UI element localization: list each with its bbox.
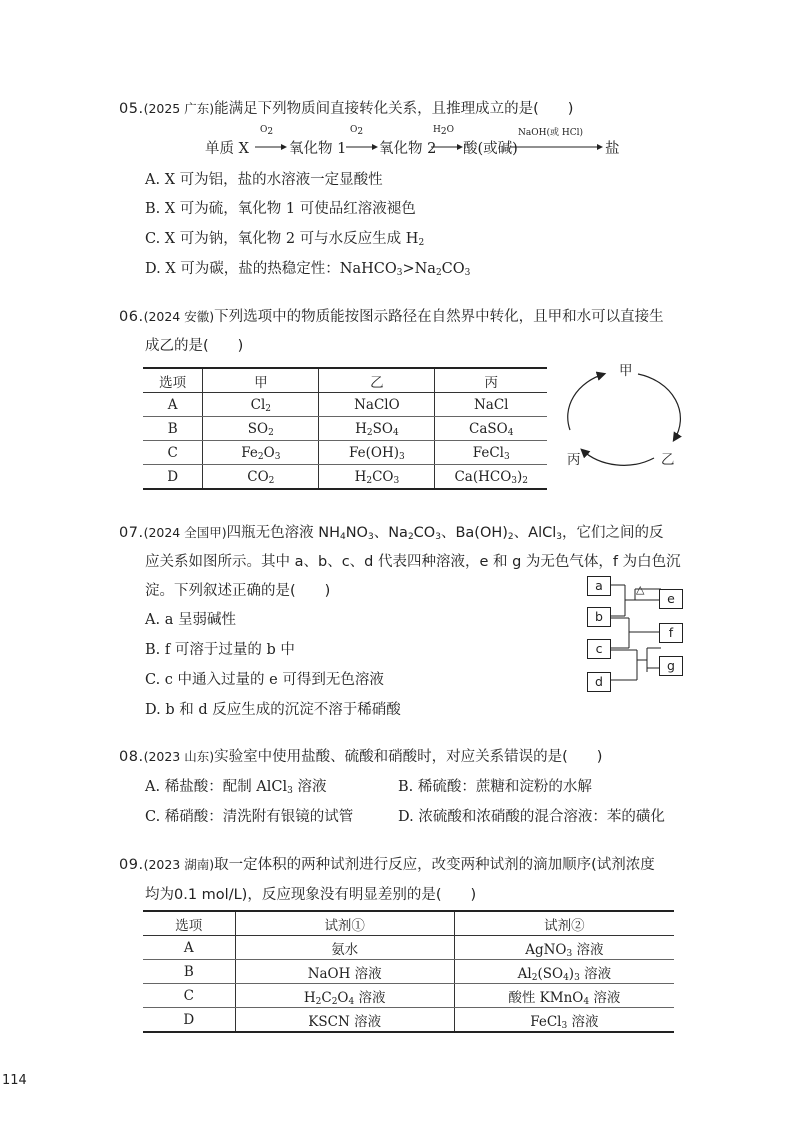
chain-start: 单质 X [205, 141, 249, 157]
q08-source: (2023 山东) [143, 749, 215, 764]
arrow2-label: $O_2$ [350, 125, 364, 137]
q09-heading [119, 853, 655, 874]
q06-table [143, 367, 547, 490]
q09-table [143, 910, 674, 1033]
q06-row-d-bing: $Ca(HCO_3)_2$ [435, 465, 547, 490]
cycle-label-jia: 甲 [619, 363, 633, 379]
chain-oxide1: 氧化物 1 [289, 141, 347, 157]
q09-row-c-reagent2: 酸性 KMnO$_4$ 溶液 [454, 984, 674, 1008]
q09-stem-line1: 取一定体积的两种试剂进行反应，改变两种试剂的滴加顺序(试剂浓度 [214, 857, 655, 873]
q06-row-b-jia: $SO_2$ [203, 417, 319, 441]
q06-row-b-yi: $H_2SO_4$ [319, 417, 435, 441]
q06-row-d-jia: $CO_2$ [203, 465, 319, 490]
q07-stem-line3: 淀。下列叙述正确的是( ) [145, 583, 331, 599]
q05-source: (2025 广东) [143, 101, 215, 116]
q08-option-a[interactable]: A. 稀盐酸：配制 AlCl$_3$ 溶液 [145, 779, 327, 796]
q06-row-c-yi: $Fe(OH)_3$ [319, 441, 435, 465]
q06-col-bing: 丙 [435, 368, 547, 393]
q05-stem: 能满足下列物质间直接转化关系，且推理成立的是( ) [214, 101, 574, 117]
cycle-arrow-top-right [638, 374, 680, 440]
q09-row-c-reagent1: $H_2C_2O_4$ 溶液 [235, 984, 454, 1008]
q08-option-c[interactable]: C. 稀硝酸：清洗附有银镜的试管 [145, 809, 354, 825]
arrow2-icon [346, 143, 378, 151]
q09-row-a-reagent2: AgNO$_3$ 溶液 [454, 936, 674, 960]
q06-source: (2024 安徽) [143, 309, 215, 324]
table-row [143, 984, 674, 1008]
q09-source: (2023 湖南) [143, 857, 215, 872]
q09-col-reagent1: 试剂① [235, 911, 454, 936]
q06-col-yi: 乙 [319, 368, 435, 393]
q07-stem-line2: 应关系如图所示。其中 a、b、c、d 代表四种溶液，e 和 g 为无色气体，f 为白色沉 [145, 554, 681, 570]
q07-stem-line1: 四瓶无色溶液 $NH_4NO_3$、$Na_2CO_3$、$Ba(OH)_2$、AlCl$_3$，它们之间的反 [226, 525, 664, 542]
table-row [143, 417, 547, 441]
q09-table-header [143, 911, 674, 936]
q06-row-a-bing: NaCl [435, 393, 547, 417]
q09-row-b-reagent2: $Al_2(SO_4)_3$ 溶液 [454, 960, 674, 984]
q06-row-b-bing: CaSO$_4$ [435, 417, 547, 441]
cycle-label-bing: 丙 [567, 452, 581, 468]
q07-option-c[interactable]: C. c 中通入过量的 e 可得到无色溶液 [145, 672, 384, 688]
cycle-arrow-bottom [582, 450, 654, 465]
q08-stem: 实验室中使用盐酸、硫酸和硝酸时，对应关系错误的是( ) [214, 749, 603, 765]
q09-row-a-reagent1: 氨水 [235, 936, 454, 960]
q08-heading [119, 745, 602, 766]
q06-heading [119, 305, 664, 326]
q05-heading [119, 97, 573, 118]
q09-row-b-reagent1: NaOH 溶液 [235, 960, 454, 984]
diagram-box-e: e [659, 589, 683, 609]
q08-number: 08. [119, 749, 144, 765]
arrow4-icon [511, 143, 603, 151]
q09-row-a-option: A [143, 936, 235, 960]
q09-row-d-option: D [143, 1008, 235, 1033]
q07-option-b[interactable]: B. f 可溶于过量的 b 中 [145, 642, 295, 658]
cycle-label-yi: 乙 [661, 452, 675, 468]
q06-row-c-jia: $Fe_2O_3$ [203, 441, 319, 465]
q07-number: 07. [119, 525, 144, 541]
q05-option-a[interactable]: A. X 可为铝，盐的水溶液一定显酸性 [145, 172, 383, 188]
chain-salt: 盐 [605, 141, 620, 157]
q05-number: 05. [119, 101, 144, 117]
arrow1-icon [255, 143, 287, 151]
q06-number: 06. [119, 309, 144, 325]
q06-row-c-option: C [143, 441, 203, 465]
q06-row-d-yi: $H_2CO_3$ [319, 465, 435, 490]
q09-col-reagent2: 试剂② [454, 911, 674, 936]
diagram-box-d: d [587, 672, 611, 692]
q06-table-header [143, 368, 547, 393]
q06-col-jia: 甲 [203, 368, 319, 393]
table-row [143, 960, 674, 984]
q06-row-d-option: D [143, 465, 203, 490]
q07-option-a[interactable]: A. a 呈弱碱性 [145, 612, 236, 628]
q07-source: (2024 全国甲) [143, 525, 227, 540]
arrow3-label: $H_2O$ [433, 125, 454, 137]
q06-stem-line1: 下列选项中的物质能按图示路径在自然界中转化，且甲和水可以直接生 [214, 309, 664, 325]
q06-row-a-jia: $Cl_2$ [203, 393, 319, 417]
q09-row-d-reagent2: FeCl$_3$ 溶液 [454, 1008, 674, 1033]
chain-oxide2: 氧化物 2 [379, 141, 437, 157]
table-row [143, 936, 674, 960]
arrow4-label: NaOH(或 HCl) [518, 128, 583, 138]
q05-option-c[interactable]: C. X 可为钠，氧化物 2 可与水反应生成 $H_2$ [145, 231, 425, 248]
q09-col-option: 选项 [143, 911, 235, 936]
cycle-arrow-left [568, 374, 604, 430]
q09-row-d-reagent1: KSCN 溶液 [235, 1008, 454, 1033]
diagram-box-c: c [587, 639, 611, 659]
q06-row-c-bing: FeCl$_3$ [435, 441, 547, 465]
chain-acid: 酸(或碱) [463, 141, 518, 157]
q08-option-b[interactable]: B. 稀硫酸：蔗糖和淀粉的水解 [398, 779, 592, 795]
q08-option-d[interactable]: D. 浓硫酸和浓硝酸的混合溶液：苯的磺化 [398, 809, 665, 825]
arrow1-label: $O_2$ [260, 125, 274, 137]
table-row [143, 441, 547, 465]
q07-heading [119, 521, 664, 542]
diagram-box-a: a [587, 576, 611, 596]
q09-stem-line2: 均为0.1 mol/L)，反应现象没有明显差别的是( ) [145, 887, 477, 903]
q05-option-b[interactable]: B. X 可为硫，氧化物 1 可使品红溶液褪色 [145, 201, 416, 217]
q06-stem-line2: 成乙的是( ) [145, 338, 244, 354]
q07-option-d[interactable]: D. b 和 d 反应生成的沉淀不溶于稀硝酸 [145, 702, 401, 718]
q06-col-option: 选项 [143, 368, 203, 393]
q06-row-b-option: B [143, 417, 203, 441]
page-number: 114 [2, 1073, 27, 1088]
q09-number: 09. [119, 857, 144, 873]
q09-row-b-option: B [143, 960, 235, 984]
arrow3-icon [431, 143, 463, 151]
table-row [143, 465, 547, 490]
heat-symbol: △ [636, 583, 645, 596]
q09-row-c-option: C [143, 984, 235, 1008]
table-row [143, 393, 547, 417]
diagram-box-b: b [587, 607, 611, 627]
q06-row-a-option: A [143, 393, 203, 417]
q06-row-a-yi: NaClO [319, 393, 435, 417]
q05-option-d[interactable]: D. X 可为碳，盐的热稳定性：$NaHCO_3>Na_2CO_3$ [145, 261, 471, 278]
diagram-box-g: g [659, 656, 683, 676]
diagram-box-f: f [659, 623, 683, 643]
table-row [143, 1008, 674, 1033]
